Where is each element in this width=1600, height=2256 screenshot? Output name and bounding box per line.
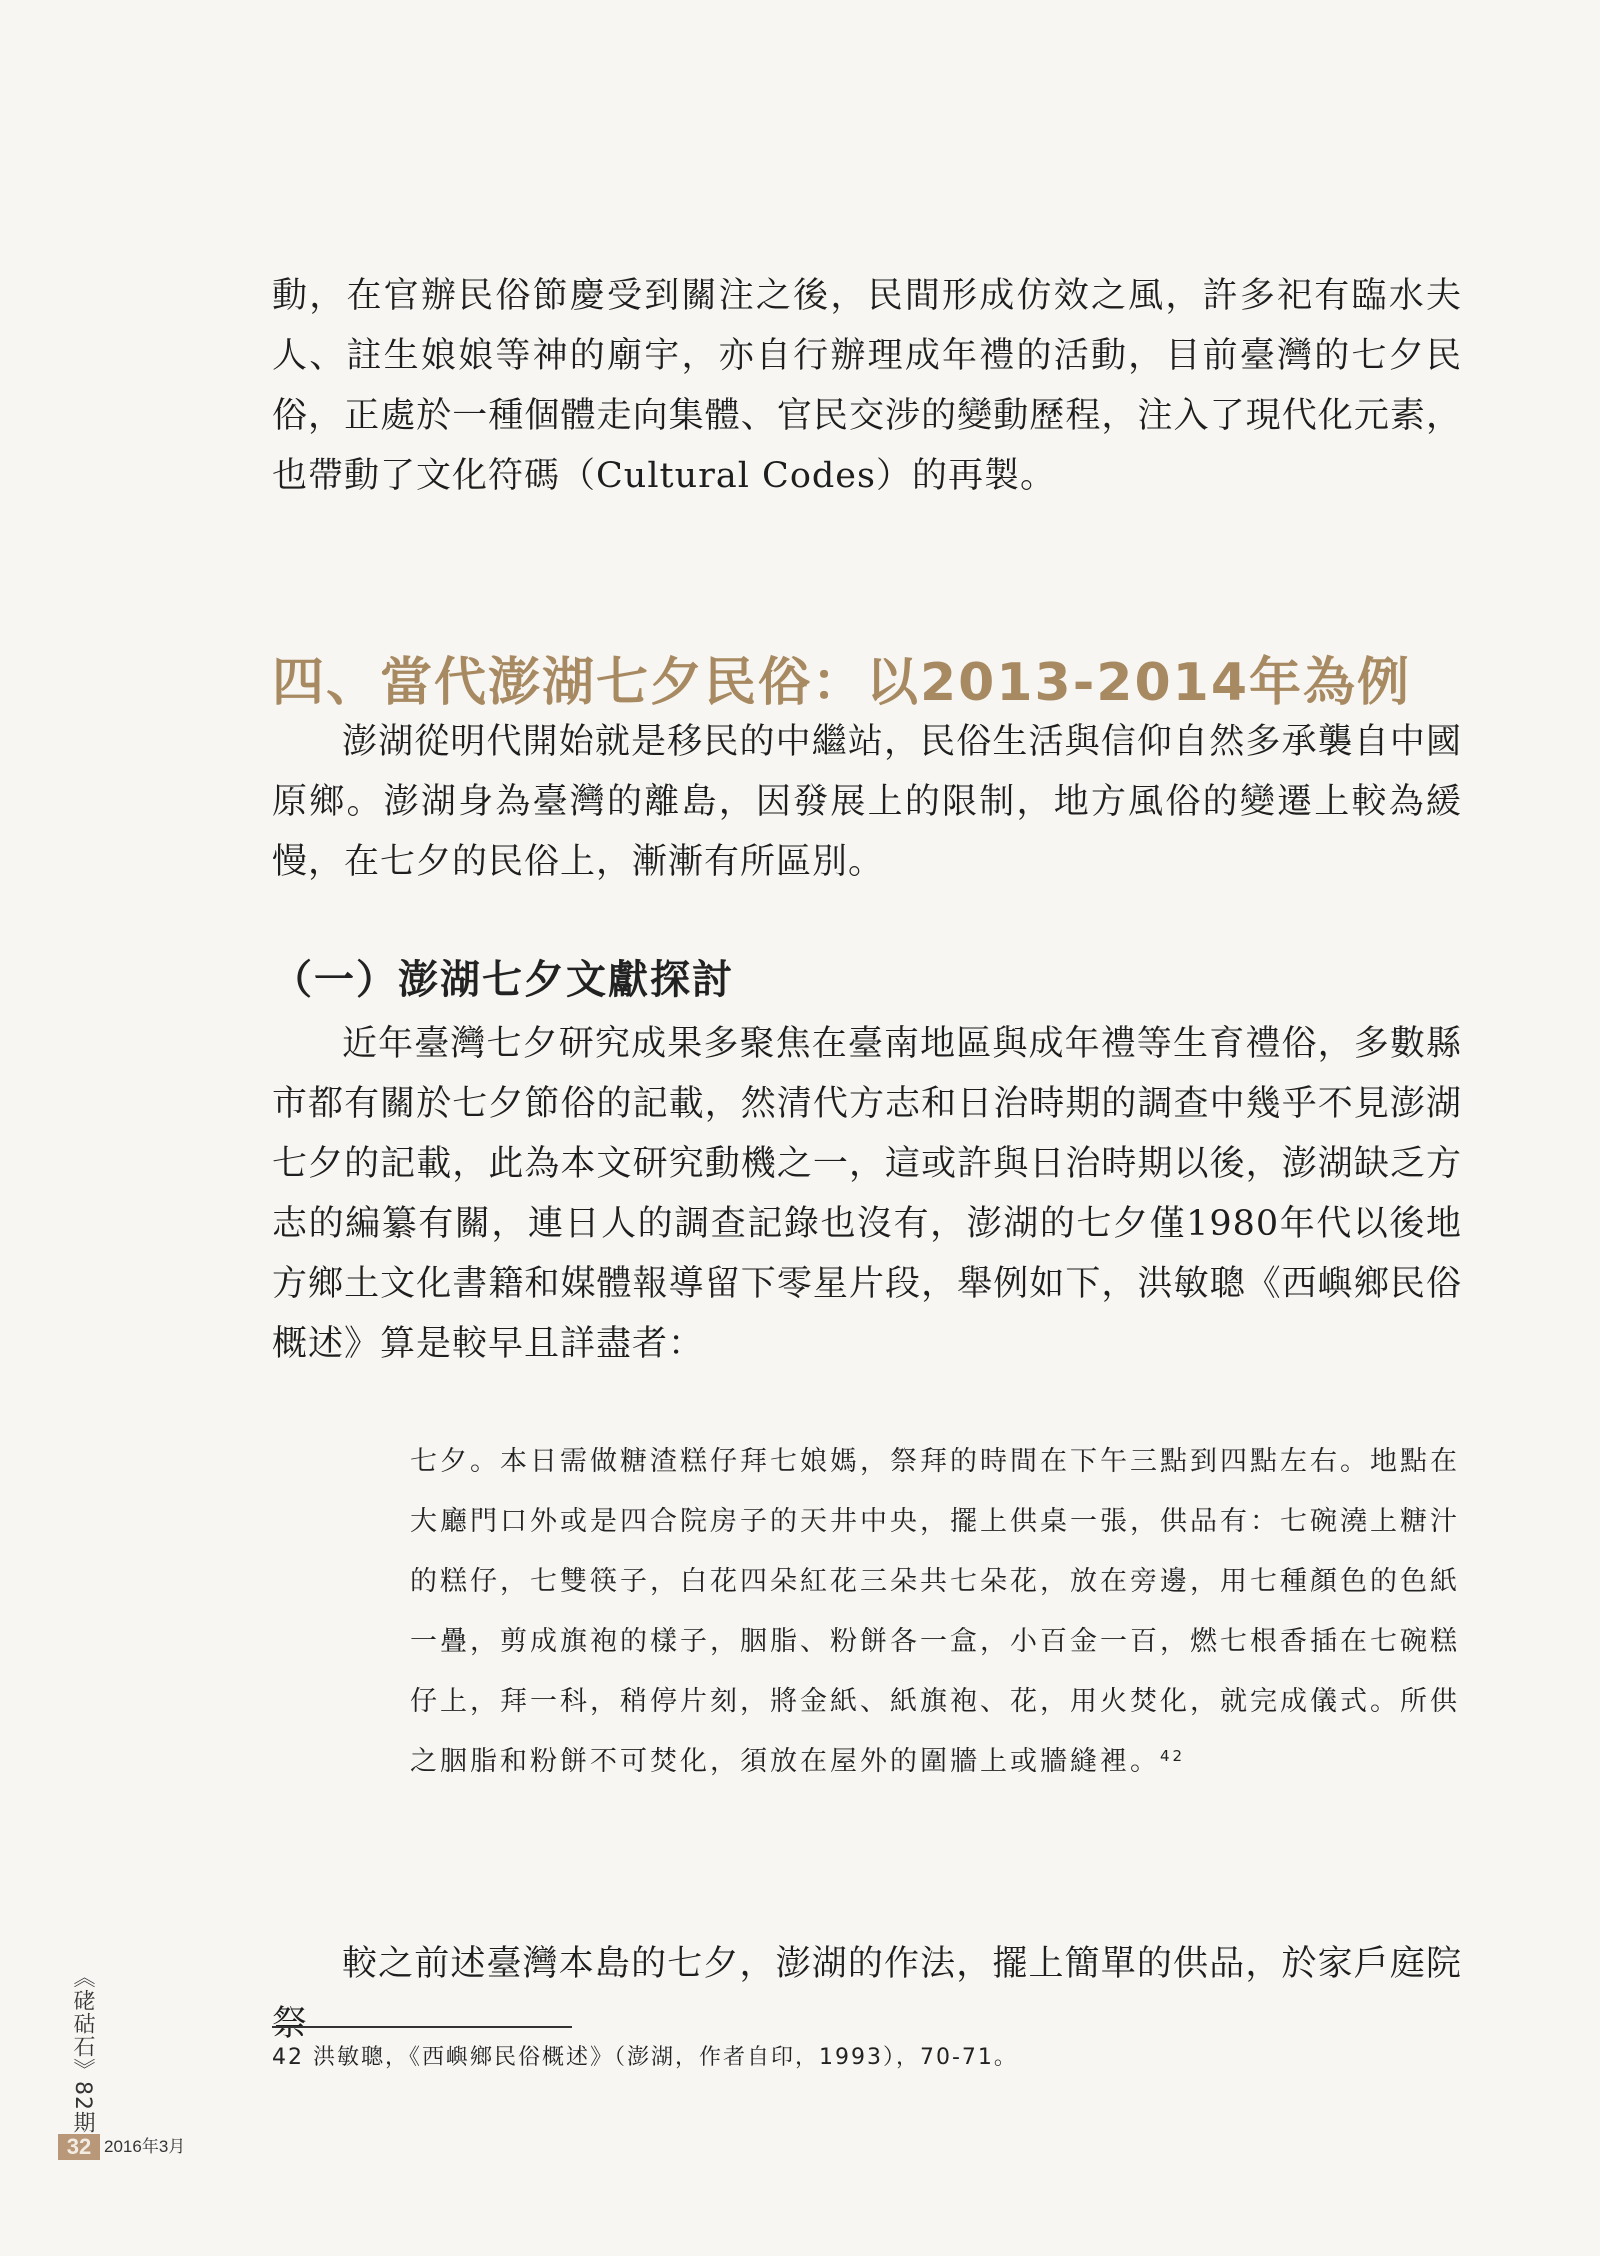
intro-paragraph: 動，在官辦民俗節慶受到關注之後，民間形成仿效之風，許多祀有臨水夫人、註生娘娘等神的廟宇，亦自行辦理成年禮的活動，目前臺灣的七夕民俗，正處於一種個體走向集體、官民交涉的變動歷程，注入了現代化元素，也帶動了文化符碼（Cultural Codes）的再製。 (272, 276, 1462, 496)
block-quote (410, 1432, 1460, 1792)
literature-paragraph: 近年臺灣七夕研究成果多聚焦在臺南地區與成年禮等生育禮俗，多數縣市都有關於七夕節俗的記載，然清代方志和日治時期的調查中幾乎不見澎湖七夕的記載，此為本文研究動機之一，這或許與日治時期以後，澎湖缺乏方志的編纂有關，連日人的調查記錄也沒有，澎湖的七夕僅1980年代以後地方鄉土文化書籍和媒體報導留下零星片段，舉例如下，洪敏聰《西嶼鄉民俗概述》算是較早且詳盡者： (272, 1024, 1462, 1364)
section-paragraph: 澎湖從明代開始就是移民的中繼站，民俗生活與信仰自然多承襲自中國原鄉。澎湖身為臺灣的離島，因發展上的限制，地方風俗的變遷上較為緩慢，在七夕的民俗上，漸漸有所區別。 (272, 722, 1462, 882)
issue-date: 2016年3月 (104, 2137, 186, 2156)
section-heading: 四、當代澎湖七夕民俗：以2013-2014年為例 (272, 653, 1412, 713)
closing-paragraph: 較之前述臺灣本島的七夕，澎湖的作法，擺上簡單的供品，於家戶庭院祭 (272, 1944, 1462, 2044)
page-number-badge: 32 (58, 2134, 100, 2160)
journal-title: 《硓𥑮石》82期 (70, 1966, 95, 2134)
footnote-42: 42 洪敏聰，《西嶼鄉民俗概述》（澎湖，作者自印，1993），70-71。 (272, 2045, 1018, 2070)
footnote-divider (272, 2026, 572, 2028)
subsection-heading: （一）澎湖七夕文獻探討 (272, 957, 734, 1003)
quote-text: 七夕。本日需做糖渣糕仔拜七娘媽，祭拜的時間在下午三點到四點左右。地點在大廳門口外或是四合院房子的天井中央，擺上供桌一張，供品有：七碗澆上糖汁的糕仔，七雙筷子，白花四朵紅花三朵共七朵花，放在旁邊，用七種顏色的色紙一疊，剪成旗袍的樣子，胭脂、粉餅各一盒，小百金一百，燃七根香插在七碗糕仔上，拜一科，稍停片刻，將金紙、紙旗袍、花，用火焚化，就完成儀式。所供之胭脂和粉餅不可焚化，須放在屋外的圍牆上或牆縫裡。 (410, 1446, 1460, 1777)
footnote-ref: 42 (1160, 1747, 1186, 1765)
